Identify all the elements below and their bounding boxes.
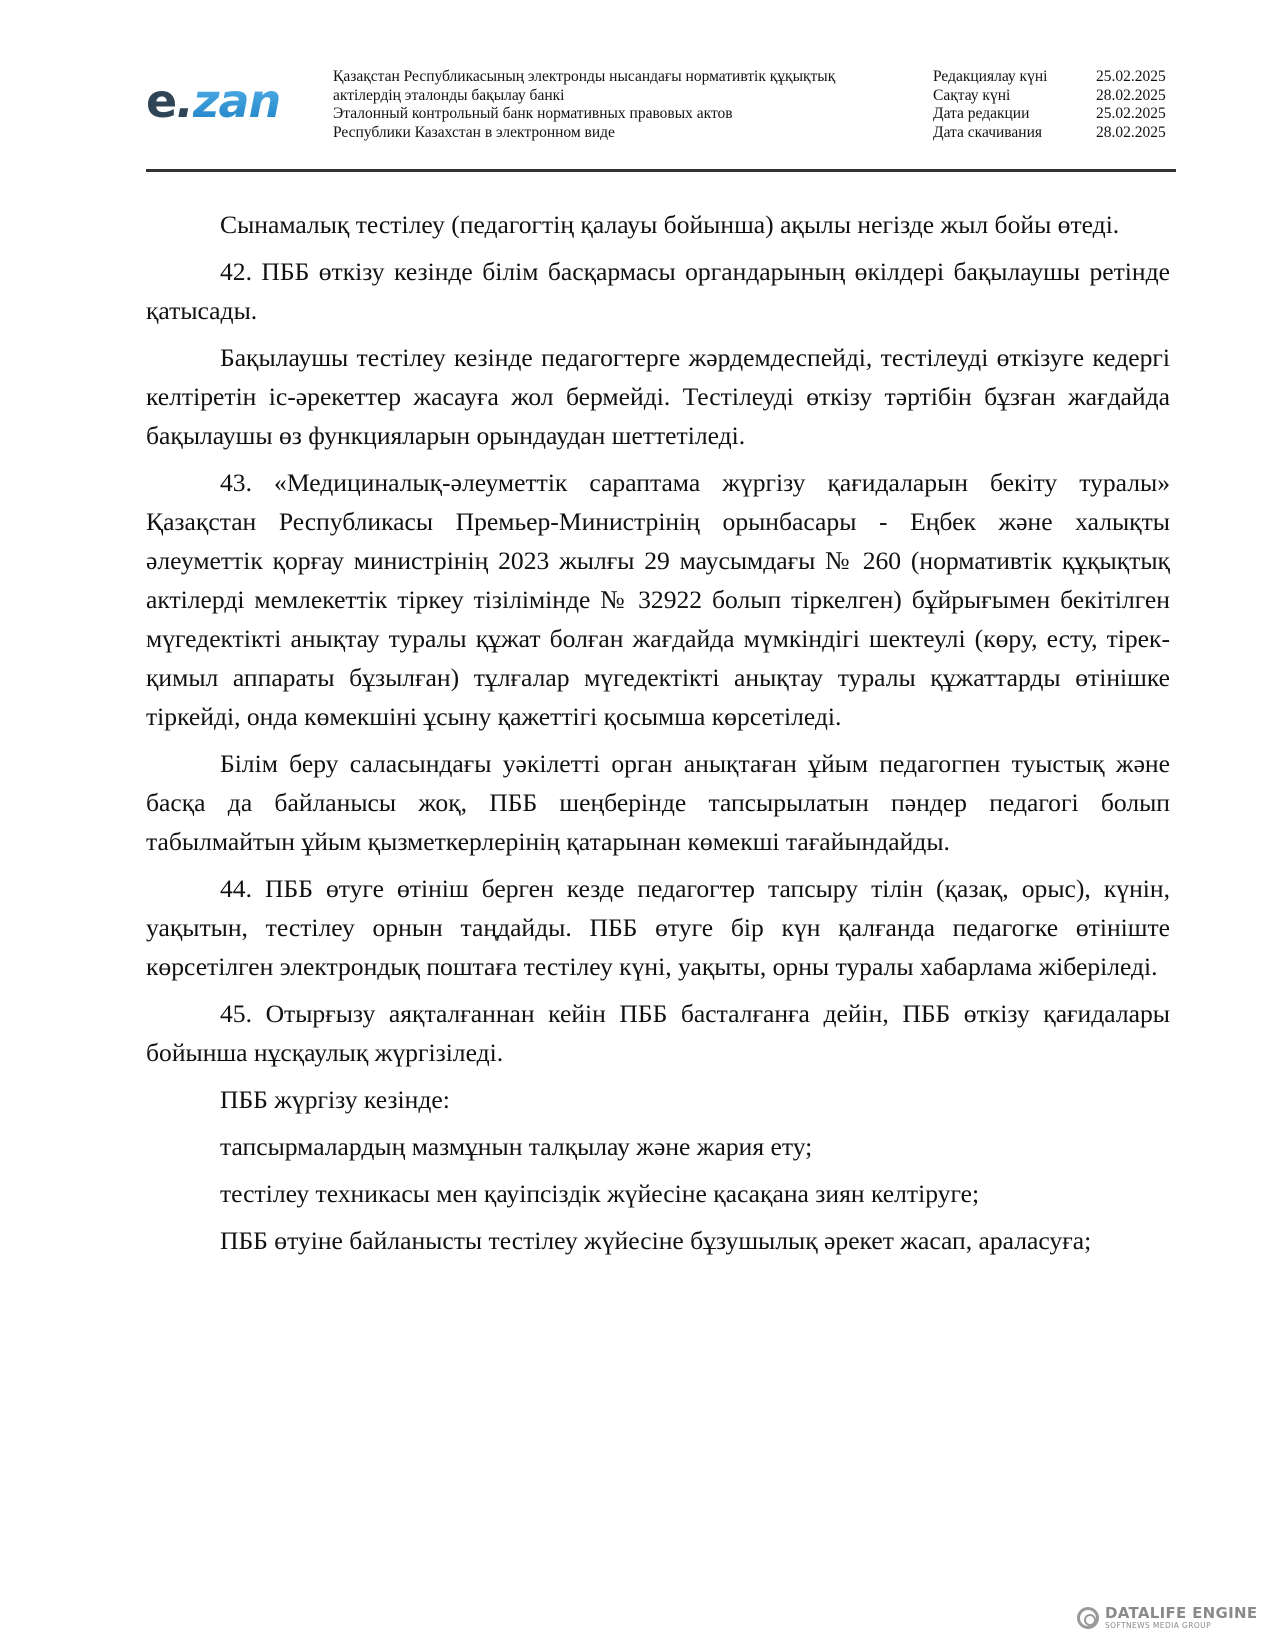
list-item: ПББ өтуіне байланысты тестілеу жүйесіне бұзушылық әрекет жасап, араласуға; — [220, 1226, 1092, 1255]
header-description-line: актілердің эталонды бақылау банкі — [333, 86, 565, 104]
meta-label: Дата скачивания — [933, 123, 1043, 141]
watermark-subtitle: SOFTNEWS MEDIA GROUP — [1105, 1621, 1211, 1630]
header-description-line: Қазақстан Республикасының электронды нысандағы нормативтік құқықтық — [333, 68, 836, 85]
ezan-logo — [146, 74, 281, 128]
meta-row-edit-date-kz — [933, 68, 1186, 87]
header-description-line: Эталонный контрольный банк нормативных правовых актов — [333, 105, 733, 122]
meta-row-save-date-kz — [933, 87, 1186, 106]
paragraph-45: 45. Отырғызу аяқталғаннан кейін ПББ басталғанға дейін, ПББ өткізу қағидалары бойынша нұсқаулық жүргізіледі. — [146, 999, 1170, 1067]
watermark-text — [1105, 1606, 1257, 1630]
meta-row-download-date-ru — [933, 124, 1186, 143]
header-description — [333, 68, 835, 142]
header-meta — [933, 68, 1186, 142]
header-divider — [146, 169, 1176, 172]
datalife-engine-watermark — [1077, 1606, 1257, 1630]
logo-e: e — [146, 74, 177, 128]
paragraph-43: 43. «Медициналық-әлеуметтік сараптама жүргізу қағидаларын бекіту туралы» Қазақстан Республикасы Премьер-Министрінің орынбасары - Еңбек және халықты әлеуметтік қорғау министрінің 2023 жылғы 29 маусымдағы № 260 (нормативтік құқықтық актілерді мемлекеттік тіркеу тізілімінде № 32922 болып тіркелген) бұйрығымен бекітілген мүгедектікті анықтау туралы құжат болған жағдайда мүмкіндігі шектеулі (көру, есту, тірек-қимыл аппараты бұзылған) тұлғалар мүгедектікті анықтау туралы құжаттарды өтінішке тіркейді, онда көмекшіні ұсыну қажеттігі қосымша көрсетіледі. — [146, 468, 1170, 731]
watermark-title: DATALIFE ENGINE — [1105, 1604, 1258, 1622]
meta-label: Дата редакции — [933, 105, 1030, 122]
paragraph: Сынамалық тестілеу (педагогтің қалауы бойынша) ақылы негізде жыл бойы өтеді. — [220, 210, 1120, 239]
paragraph: Білім беру саласындағы уәкілетті орган анықтаған ұйым педагогпен туыстық және басқа да байланысы жоқ, ПББ шеңберінде тапсырылатын пәндер педагогі болып табылмайтын ұйым қызметкерлерінің қатарынан көмекші тағайындайды. — [146, 749, 1170, 856]
meta-label: Редакциялау күні — [933, 68, 1048, 85]
document-body — [146, 205, 1170, 1268]
list-item: тестілеу техникасы мен қауіпсіздік жүйесіне қасақана зиян келтіруге; — [220, 1179, 980, 1208]
datalife-logo-icon — [1077, 1607, 1099, 1629]
meta-value: 28.02.2025 — [1096, 86, 1166, 104]
paragraph: Бақылаушы тестілеу кезінде педагогтерге жәрдемдеспейді, тестілеуді өткізуге кедергі келтіретін іс-әрекеттер жасауға жол бермейді. Тестілеуді өткізу тәртібін бұзған жағдайда бақылаушы өз функцияларын орындаудан шеттетіледі. — [146, 343, 1170, 450]
meta-label: Сақтау күні — [933, 86, 1011, 104]
header-description-line: Республики Казахстан в электронном виде — [333, 123, 615, 141]
logo-dot: . — [176, 74, 193, 128]
logo-zan: zan — [192, 74, 281, 128]
list-item: тапсырмалардың мазмұнын талқылау және жария ету; — [220, 1132, 813, 1161]
meta-value: 25.02.2025 — [1096, 105, 1166, 122]
meta-value: 28.02.2025 — [1096, 123, 1166, 141]
paragraph-44: 44. ПББ өтуге өтініш берген кезде педагогтер тапсыру тілін (қазақ, орыс), күнін, уақытын, тестілеу орнын таңдайды. ПББ өтуге бір күн қалғанда педагогке өтініште көрсетілген электрондық поштаға тестілеу күні, уақыты, орны туралы хабарлама жіберіледі. — [146, 874, 1170, 981]
paragraph: ПББ жүргізу кезінде: — [220, 1085, 450, 1114]
meta-value: 25.02.2025 — [1096, 68, 1166, 85]
document-header — [0, 0, 1275, 180]
paragraph-42: 42. ПББ өткізу кезінде білім басқармасы органдарының өкілдері бақылаушы ретінде қатысады. — [146, 257, 1170, 325]
meta-row-edit-date-ru — [933, 105, 1186, 124]
